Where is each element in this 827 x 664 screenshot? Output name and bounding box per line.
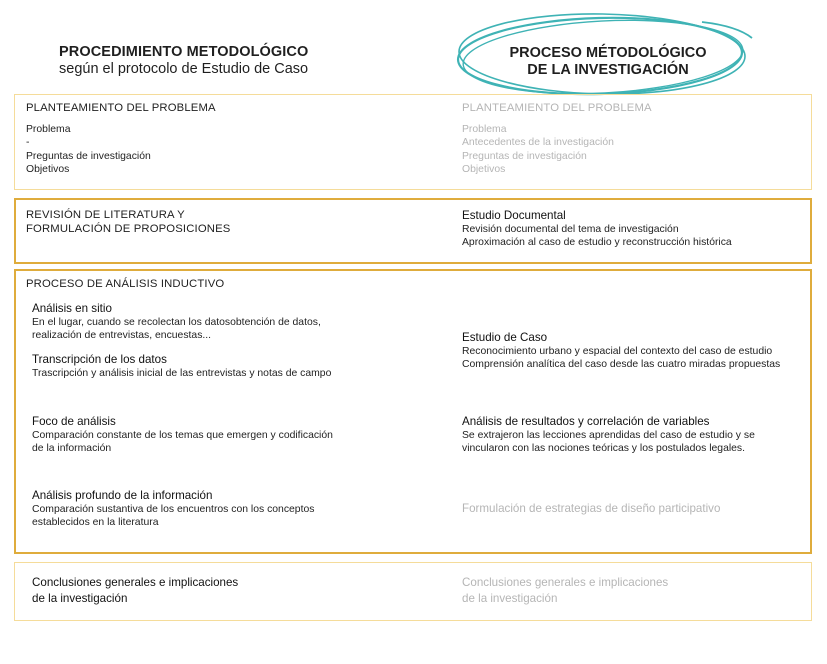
section1-right-items (462, 123, 614, 177)
body-line: En el lugar, cuando se recolectan los datosobtención de datos, (32, 317, 321, 328)
list-item: - (26, 137, 30, 149)
list-item: Preguntas de investigación (462, 150, 587, 162)
profundo-heading: Análisis profundo de la información (32, 489, 213, 502)
estudio-caso-body (462, 345, 780, 372)
foco-heading: Foco de análisis (32, 415, 116, 428)
conclusiones-left-line2: de la investigación (32, 591, 128, 605)
section1-left-title: PLANTEAMIENTO DEL PROBLEMA (26, 102, 216, 114)
section2-left-title-line2: FORMULACIÓN DE PROPOSICIONES (26, 222, 231, 235)
right-header-line2: DE LA INVESTIGACIÓN (527, 62, 689, 78)
left-header-subtitle: según el protocolo de Estudio de Caso (59, 61, 309, 77)
resultados-body (462, 429, 755, 456)
list-item: Objetivos (26, 164, 70, 176)
body-line: Comprensión analítica del caso desde las cuatro miradas propuestas (462, 359, 781, 371)
analisis-sitio-heading: Análisis en sitio (32, 302, 112, 315)
conclusiones-right-line2: de la investigación (462, 591, 558, 605)
list-item: Antecedentes de la investigación (462, 137, 614, 149)
conclusiones-right-line1: Conclusiones generales e implicaciones (462, 576, 669, 589)
body-line: Trascripción y análisis inicial de las entrevistas y notas de campo (32, 368, 332, 379)
section1-left-items (26, 123, 151, 177)
list-item: Preguntas de investigación (26, 150, 151, 162)
transcripcion-heading: Transcripción de los datos (32, 353, 167, 366)
conclusiones-left-line1: Conclusiones generales e implicaciones (32, 576, 239, 589)
list-item: Objetivos (462, 164, 506, 176)
section2-left-title-line1: REVISIÓN DE LITERATURA Y (26, 209, 185, 221)
estudio-documental-heading: Estudio Documental (462, 209, 566, 222)
list-item: Problema (26, 124, 71, 135)
conclusiones-right (462, 575, 668, 606)
section1-right-title: PLANTEAMIENTO DEL PROBLEMA (462, 102, 652, 114)
estudio-documental-body (462, 223, 732, 250)
body-line: Comparación sustantiva de los encuentros con los conceptos (32, 504, 315, 515)
body-line: establecidos en la literatura (32, 517, 159, 529)
foco-body (32, 429, 333, 456)
profundo-body (32, 503, 314, 530)
body-line: Se extrajeron las lecciones aprendidas del caso de estudio y se (462, 430, 755, 441)
left-header-title: PROCEDIMIENTO METODOLÓGICO (59, 44, 309, 60)
body-line: Reconocimiento urbano y espacial del contexto del caso de estudio (462, 346, 773, 357)
body-line: Aproximación al caso de estudio y reconstrucción histórica (462, 237, 732, 249)
conclusiones-left (32, 575, 238, 606)
formulacion-estrategias: Formulación de estrategias de diseño participativo (462, 502, 721, 515)
body-line: Revisión documental del tema de investigación (462, 224, 679, 235)
body-line: vincularon con las nociones teóricas y los postulados legales. (462, 443, 746, 455)
transcripcion-body (32, 367, 331, 380)
estudio-caso-heading: Estudio de Caso (462, 331, 548, 344)
right-header-line1: PROCESO MÉTODOLÓGICO (509, 45, 707, 61)
right-header (490, 45, 726, 79)
section2-left-title (26, 209, 230, 236)
list-item: Problema (462, 124, 507, 135)
left-header (59, 44, 308, 78)
body-line: de la información (32, 443, 112, 455)
body-line: realización de entrevistas, encuestas... (32, 330, 212, 342)
analisis-sitio-body (32, 316, 321, 343)
section3-left-title: PROCESO DE ANÁLISIS INDUCTIVO (26, 278, 225, 290)
body-line: Comparación constante de los temas que emergen y codificación (32, 430, 333, 441)
resultados-heading: Análisis de resultados y correlación de variables (462, 415, 710, 428)
